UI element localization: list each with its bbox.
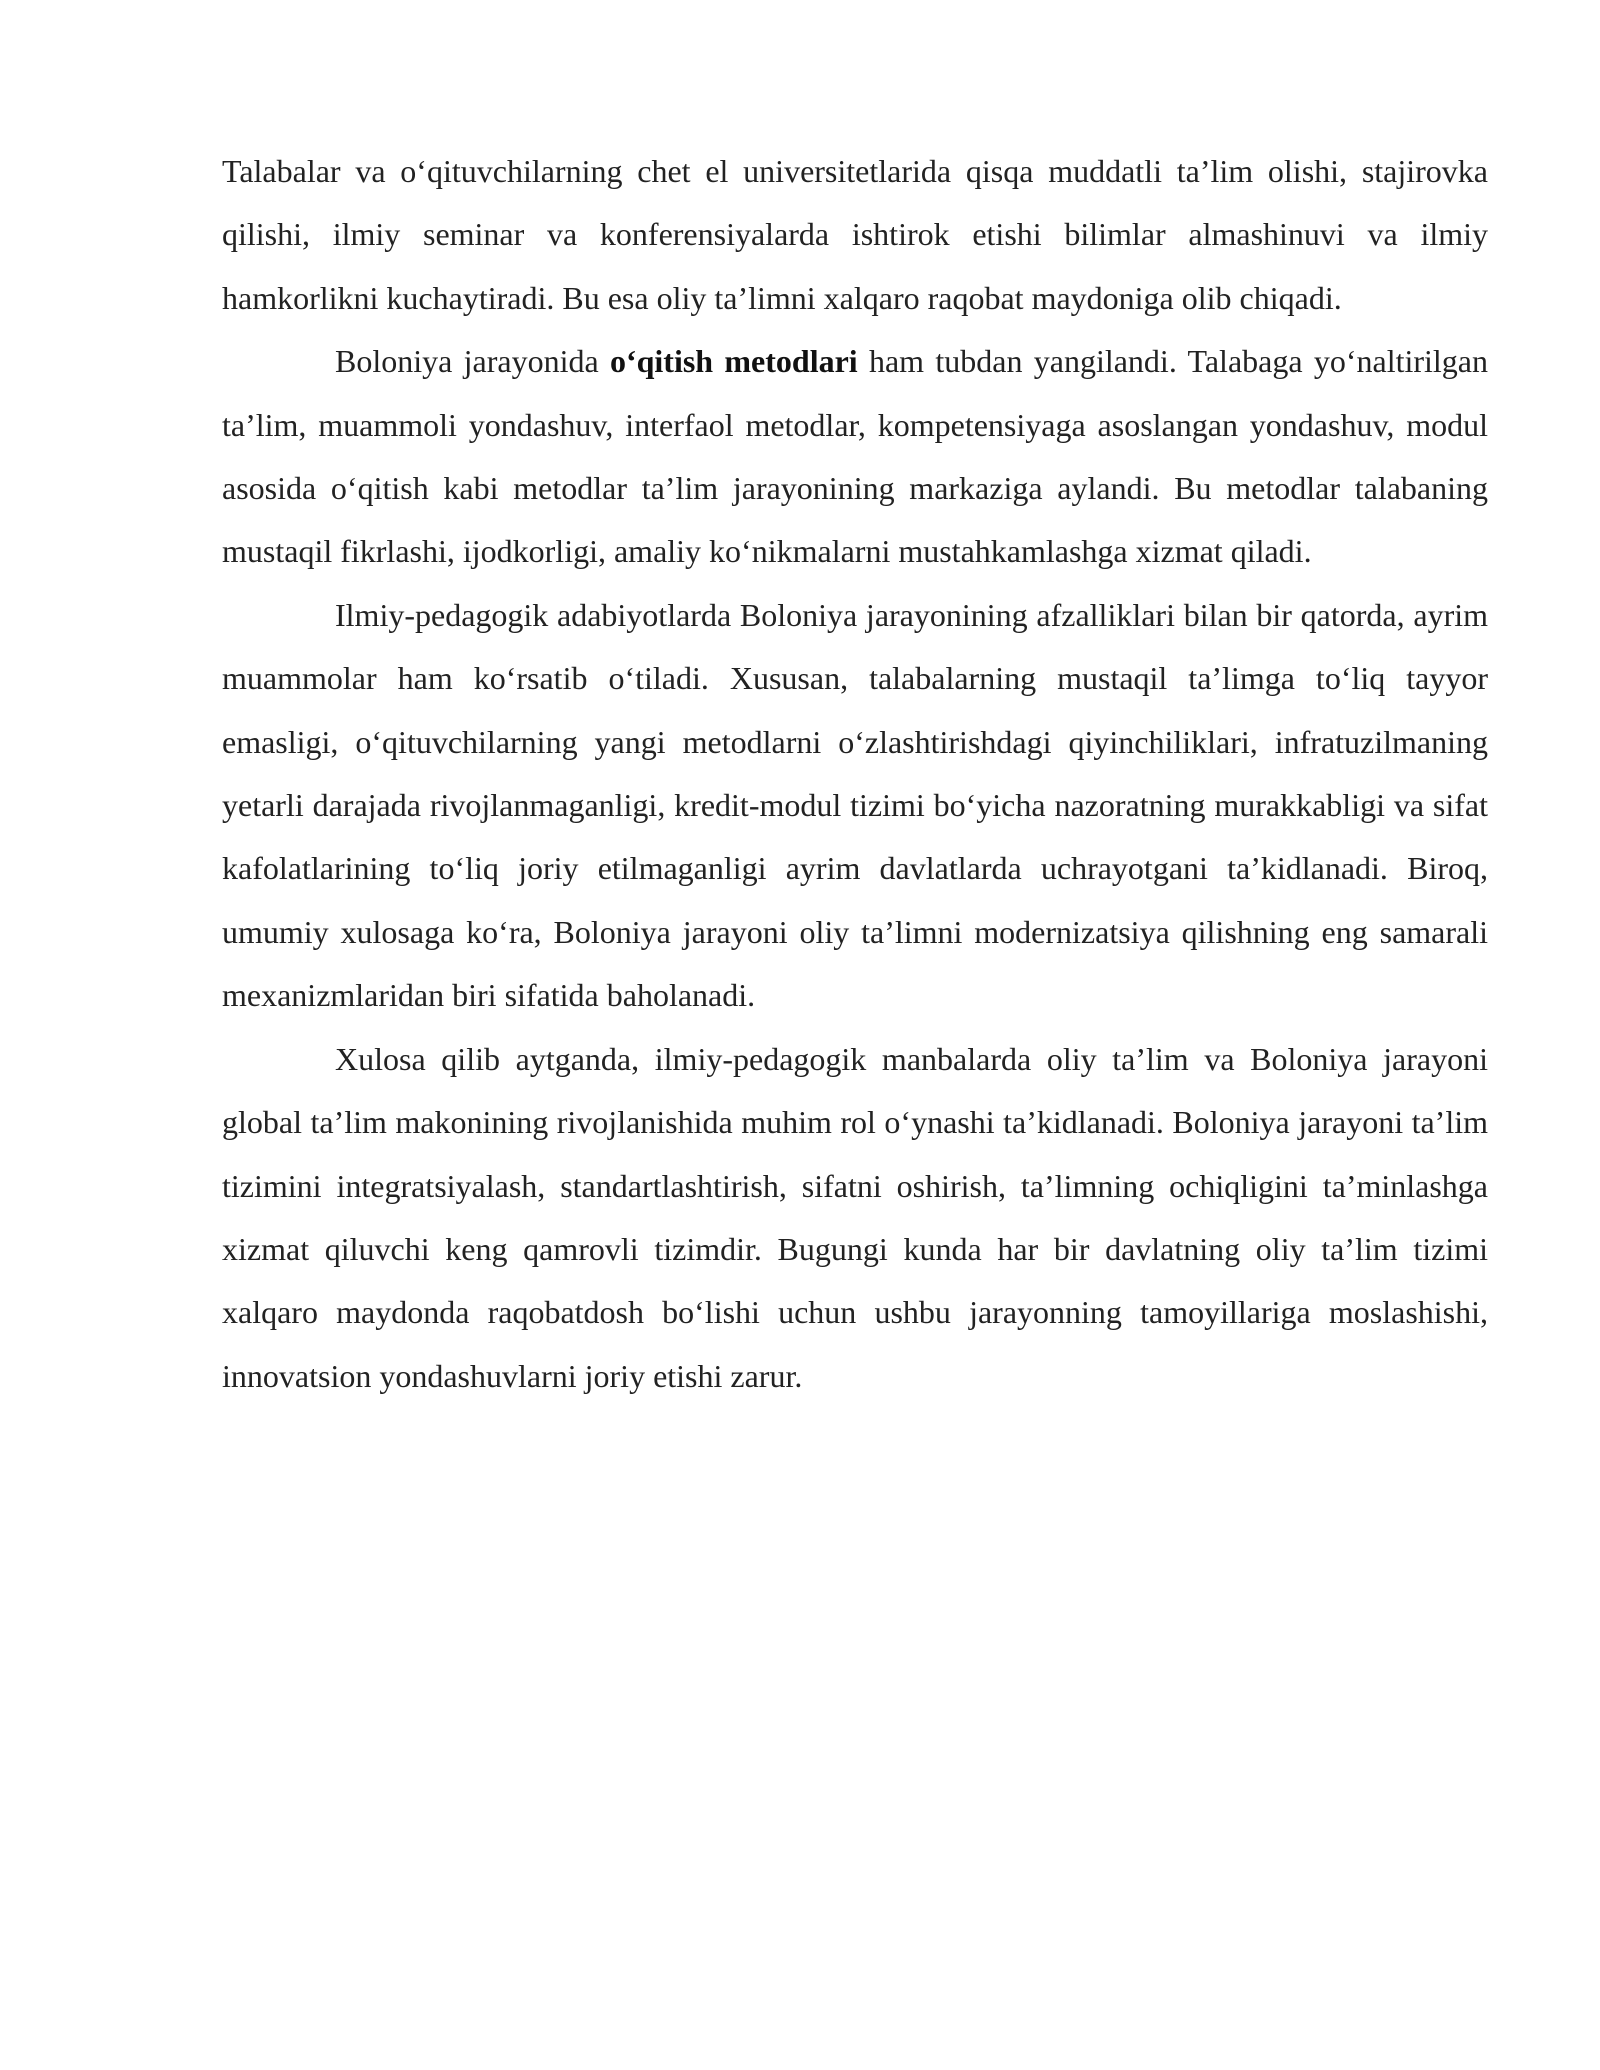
paragraph-teaching-methods-rest: ham tubdan yangilandi. Talabaga yo‘naltirilgan ta’lim, muammoli yondashuv, interfaol metodlar, kompetensiyaga asoslangan yondashuv, modul asosida o‘qitish kabi metodlar ta’lim jarayonining markaziga aylandi. Bu metodlar talabaning mustaqil fikrlashi, ijodkorligi, amaliy ko‘nikmalarni mustahkamlashga xizmat qiladi.: [222, 343, 1489, 570]
paragraph-exchange-programs: Talabalar va o‘qituvchilarning chet el universitetlarida qisqa muddatli ta’lim olishi, stajirovka qilishi, ilmiy seminar va konferensiyalarda ishtirok etishi bilimlar almashinuvi va ilmiy hamkorlikni kuchaytiradi. Bu esa oliy ta’limni xalqaro raqobat maydoniga olib chiqadi.: [222, 153, 1488, 316]
paragraph-teaching-methods-lead: Boloniya jarayonida: [335, 343, 610, 380]
paragraph-teaching-methods: [222, 330, 1488, 584]
paragraph-challenges: Ilmiy-pedagogik adabiyotlarda Boloniya jarayonining afzalliklari bilan bir qatorda, ayrim muammolar ham ko‘rsatib o‘tiladi. Xususan, talabalarning mustaqil ta’limga to‘liq tayyor emasligi, o‘qituvchilarning yangi metodlarni o‘zlashtirishdagi qiyinchiliklari, infratuzilmaning yetarli darajada rivojlanmaganligi, kredit-modul tizimi bo‘yicha nazoratning murakkabligi va sifat kafolatlarining to‘liq joriy etilmaganligi ayrim davlatlarda uchrayotgani ta’kidlanadi. Biroq, umumiy xulosaga ko‘ra, Boloniya jarayoni oliy ta’limni modernizatsiya qilishning eng samarali mexanizmlaridan biri sifatida baholanadi.: [222, 596, 1488, 1014]
bold-term-teaching-methods: o‘qitish metodlari: [609, 343, 858, 380]
paragraph-conclusion: Xulosa qilib aytganda, ilmiy-pedagogik manbalarda oliy ta’lim va Boloniya jarayoni global ta’lim makonining rivojlanishida muhim rol o‘ynashi ta’kidlanadi. Boloniya jarayoni ta’lim tizimini integratsiyalash, standartlashtirish, sifatni oshirish, ta’limning ochiqligini ta’minlashga xizmat qiluvchi keng qamrovli tizimdir. Bugungi kunda har bir davlatning oliy ta’lim tizimi xalqaro maydonda raqobatdosh bo‘lishi uchun ushbu jarayonning tamoyillariga moslashishi, innovatsion yondashuvlarni joriy etishi zarur.: [222, 1040, 1488, 1394]
document-body: [222, 140, 1488, 1408]
